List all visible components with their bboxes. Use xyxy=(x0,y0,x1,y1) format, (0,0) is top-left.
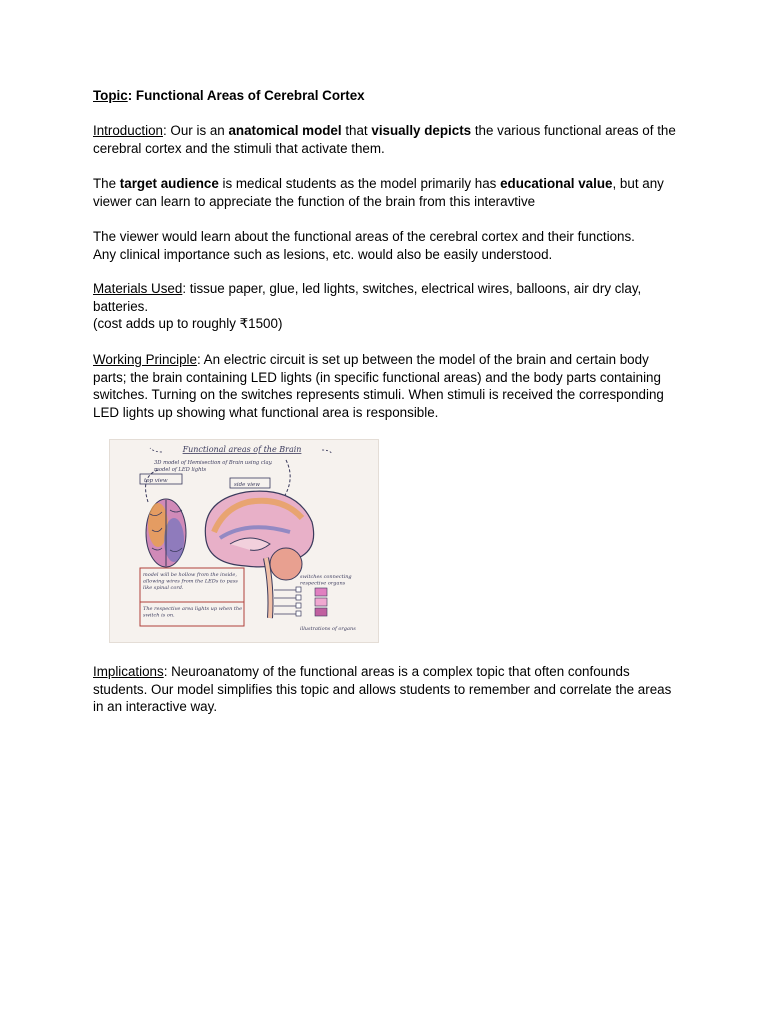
materials-cost: (cost adds up to roughly ₹1500) xyxy=(93,316,283,332)
audience-bold-1: target audience xyxy=(119,176,219,191)
sketch-title: Functional areas of the Brain xyxy=(182,445,302,454)
sketch-note-hollow: model will be hollow from the inside, allowing wires from the LEDs to pass like spinal cord. xyxy=(143,572,238,591)
introduction-bold-2: visually depicts xyxy=(371,123,472,138)
model-sketch-image xyxy=(109,439,379,643)
top-view-brain xyxy=(146,499,186,567)
implications-text: : Neuroanatomy of the functional areas is a complex topic that often confounds students. Our model simplifies this topic and allows students to remember and correlate the areas in an interactive way. xyxy=(93,664,672,715)
introduction-label: Introduction xyxy=(93,123,163,138)
arrow-icon xyxy=(282,460,290,500)
model-sketch-drawing xyxy=(110,440,378,642)
working-label: Working Principle xyxy=(93,352,197,367)
organ-icon xyxy=(315,608,327,616)
introduction-text: the various functional areas of the cerebral cortex and the stimuli that activate them. xyxy=(93,123,676,156)
working-paragraph xyxy=(93,351,683,421)
viewer-line-2: Any clinical importance such as lesions, etc. would also be easily understood. xyxy=(93,246,553,262)
organ-icon xyxy=(315,588,327,596)
audience-text: is medical students as the model primarily has xyxy=(218,176,501,191)
switch-icon xyxy=(296,595,301,600)
implications-paragraph xyxy=(93,663,683,716)
working-text: : An electric circuit is set up between the model of the brain and certain body parts; the brain containing LED lights (in specific functional areas) and the body parts containing switches. Turning on the switches represents stimuli. When stimuli is received the corresponding LED lights up showing what functional area is responsible. xyxy=(93,352,664,420)
organ-icon xyxy=(315,598,327,606)
introduction-paragraph xyxy=(93,122,683,157)
materials-text: : tissue paper, glue, led lights, switches, electrical wires, balloons, air dry clay, batteries. xyxy=(93,281,642,314)
switch-wires xyxy=(274,587,327,616)
sketch-top-view-label: top view xyxy=(144,478,168,484)
sketch-note-lights: The respective area lights up when the switch is on. xyxy=(143,606,243,619)
topic-title: Functional Areas of Cerebral Cortex xyxy=(135,88,365,103)
switch-icon xyxy=(296,603,301,608)
implications-label: Implications xyxy=(93,664,164,679)
switch-icon xyxy=(296,587,301,592)
switch-icon xyxy=(296,611,301,616)
introduction-text: that xyxy=(341,123,372,138)
audience-paragraph xyxy=(93,175,683,210)
viewer-line-1: The viewer would learn about the functional areas of the cerebral cortex and their functions. xyxy=(93,229,635,244)
introduction-text: : Our is an xyxy=(162,123,229,138)
viewer-paragraph xyxy=(93,228,683,263)
sketch-switches-label: switches connecting respective organs xyxy=(300,574,352,587)
audience-text: , but any viewer can learn to appreciate the function of the brain from this interavtive xyxy=(93,176,664,209)
introduction-bold-1: anatomical model xyxy=(228,123,342,138)
topic-label: Topic xyxy=(93,88,128,103)
materials-paragraph xyxy=(93,280,683,333)
sketch-side-view-label: side view xyxy=(234,482,260,488)
audience-bold-2: educational value xyxy=(500,176,613,191)
topic-line: Topic: Functional Areas of Cerebral Cortex xyxy=(93,88,365,103)
materials-label: Materials Used xyxy=(93,281,183,296)
sketch-note-model: 3D model of Hemisection of Brain using clay. model of LED lights xyxy=(154,460,273,473)
audience-text: The xyxy=(93,176,120,191)
sketch-organs-label: illustrations of organs xyxy=(300,626,356,632)
